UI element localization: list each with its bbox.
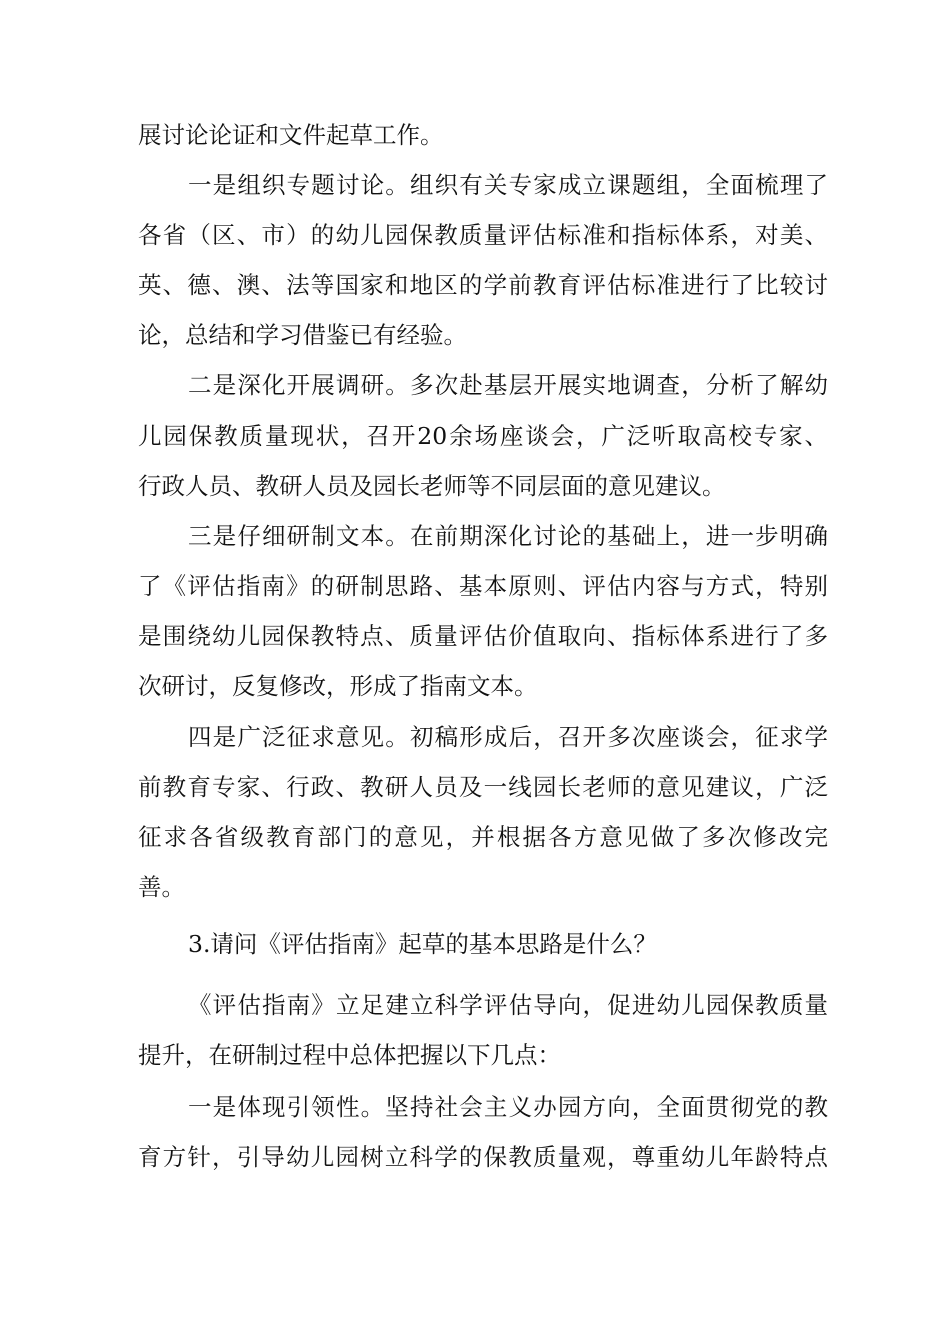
text-line: 次研讨，反复修改，形成了指南文本。 <box>138 672 538 700</box>
text-line: 儿园保教质量现状，召开20余场座谈会，广泛听取高校专家、 <box>138 422 828 450</box>
paragraph-line: 一是体现引领性。坚持社会主义办园方向，全面贯彻党的教 <box>188 1093 828 1121</box>
text-line: 是围绕幼儿园保教特点、质量评估价值取向、指标体系进行了多 <box>138 622 828 650</box>
text-line: 前教育专家、行政、教研人员及一线园长老师的意见建议，广泛 <box>138 773 828 801</box>
paragraph-line: 二是深化开展调研。多次赴基层开展实地调查，分析了解幼 <box>188 371 828 399</box>
text-line: 提升，在研制过程中总体把握以下几点： <box>138 1041 561 1069</box>
paragraph-line: 四是广泛征求意见。初稿形成后，召开多次座谈会，征求学 <box>188 723 828 751</box>
question-heading: 3.请问《评估指南》起草的基本思路是什么？ <box>188 930 657 958</box>
paragraph-line: 《评估指南》立足建立科学评估导向，促进幼儿园保教质量 <box>188 991 828 1019</box>
text-line: 善。 <box>138 873 185 901</box>
paragraph-line: 三是仔细研制文本。在前期深化讨论的基础上，进一步明确 <box>188 522 828 550</box>
text-line: 育方针，引导幼儿园树立科学的保教质量观，尊重幼儿年龄特点 <box>138 1143 828 1171</box>
text-line: 行政人员、教研人员及园长老师等不同层面的意见建议。 <box>138 472 726 500</box>
text-line: 征求各省级教育部门的意见，并根据各方意见做了多次修改完 <box>138 823 828 851</box>
text-line: 英、德、澳、法等国家和地区的学前教育评估标准进行了比较讨 <box>138 271 828 299</box>
text-line: 展讨论论证和文件起草工作。 <box>138 121 444 149</box>
paragraph-line: 一是组织专题讨论。组织有关专家成立课题组，全面梳理了 <box>188 171 828 199</box>
text-line: 各省（区、市）的幼儿园保教质量评估标准和指标体系，对美、 <box>138 221 828 249</box>
text-line: 论，总结和学习借鉴已有经验。 <box>138 321 467 349</box>
text-line: 了《评估指南》的研制思路、基本原则、评估内容与方式，特别 <box>138 572 828 600</box>
